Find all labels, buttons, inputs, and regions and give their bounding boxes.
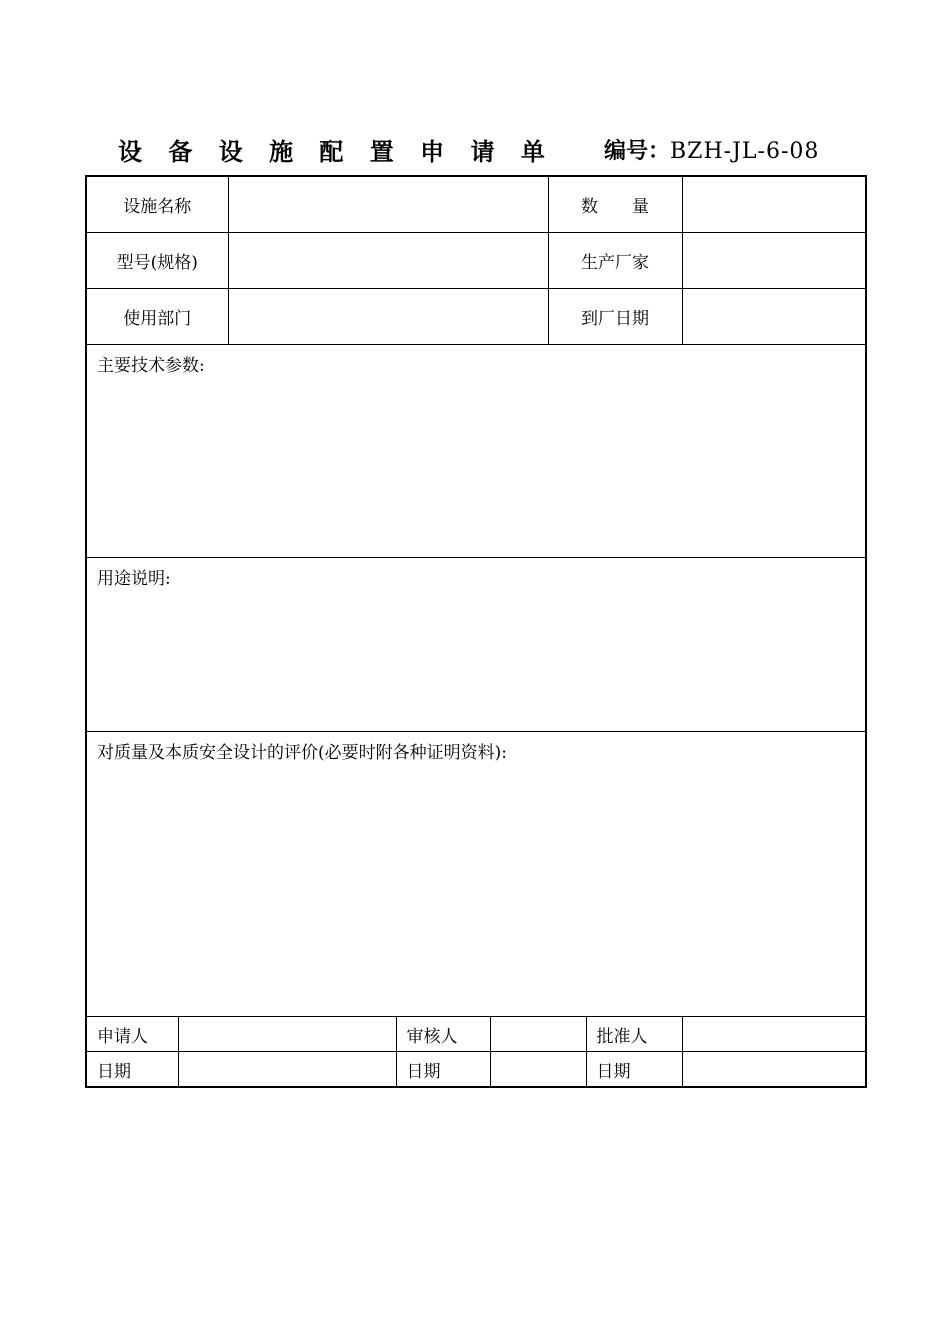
row-model bbox=[86, 233, 866, 289]
reviewer-label: 审核人 bbox=[396, 1017, 490, 1052]
facility-name-label: 设施名称 bbox=[86, 176, 228, 233]
manufacturer-label: 生产厂家 bbox=[548, 233, 682, 289]
quantity-field[interactable] bbox=[682, 176, 866, 233]
arrival-date-label: 到厂日期 bbox=[548, 289, 682, 345]
approver-date-field[interactable] bbox=[682, 1052, 866, 1088]
row-sign-dates bbox=[86, 1052, 866, 1088]
document-number bbox=[604, 134, 819, 165]
tech-params-field[interactable] bbox=[86, 345, 866, 558]
facility-name-field[interactable] bbox=[228, 176, 548, 233]
applicant-field[interactable] bbox=[178, 1017, 396, 1052]
manufacturer-field[interactable] bbox=[682, 233, 866, 289]
row-usage bbox=[86, 558, 866, 732]
applicant-date-label: 日期 bbox=[86, 1052, 178, 1088]
model-field[interactable] bbox=[228, 233, 548, 289]
approver-date-label: 日期 bbox=[586, 1052, 682, 1088]
usage-label: 用途说明: bbox=[97, 569, 171, 589]
tech-params-label: 主要技术参数: bbox=[97, 356, 205, 376]
approver-field[interactable] bbox=[682, 1017, 866, 1052]
reviewer-field[interactable] bbox=[490, 1017, 586, 1052]
reviewer-date-field[interactable] bbox=[490, 1052, 586, 1088]
application-form-table bbox=[85, 175, 867, 1088]
department-label: 使用部门 bbox=[86, 289, 228, 345]
usage-field[interactable] bbox=[86, 558, 866, 732]
evaluation-label: 对质量及本质安全设计的评价(必要时附各种证明资料): bbox=[97, 743, 507, 763]
row-evaluation bbox=[86, 732, 866, 1017]
applicant-label: 申请人 bbox=[86, 1017, 178, 1052]
row-tech-params bbox=[86, 345, 866, 558]
arrival-date-field[interactable] bbox=[682, 289, 866, 345]
document-number-label: 编号： bbox=[604, 138, 671, 164]
model-label: 型号(规格) bbox=[86, 233, 228, 289]
form-title: 设 备 设 施 配 置 申 请 单 bbox=[118, 137, 554, 166]
applicant-date-field[interactable] bbox=[178, 1052, 396, 1088]
row-signers bbox=[86, 1017, 866, 1052]
document-number-value: BZH-JL-6-08 bbox=[670, 139, 820, 164]
quantity-label: 数 量 bbox=[548, 176, 682, 233]
evaluation-field[interactable] bbox=[86, 732, 866, 1017]
row-department bbox=[86, 289, 866, 345]
department-field[interactable] bbox=[228, 289, 548, 345]
reviewer-date-label: 日期 bbox=[396, 1052, 490, 1088]
approver-label: 批准人 bbox=[586, 1017, 682, 1052]
row-facility-name bbox=[86, 176, 866, 233]
